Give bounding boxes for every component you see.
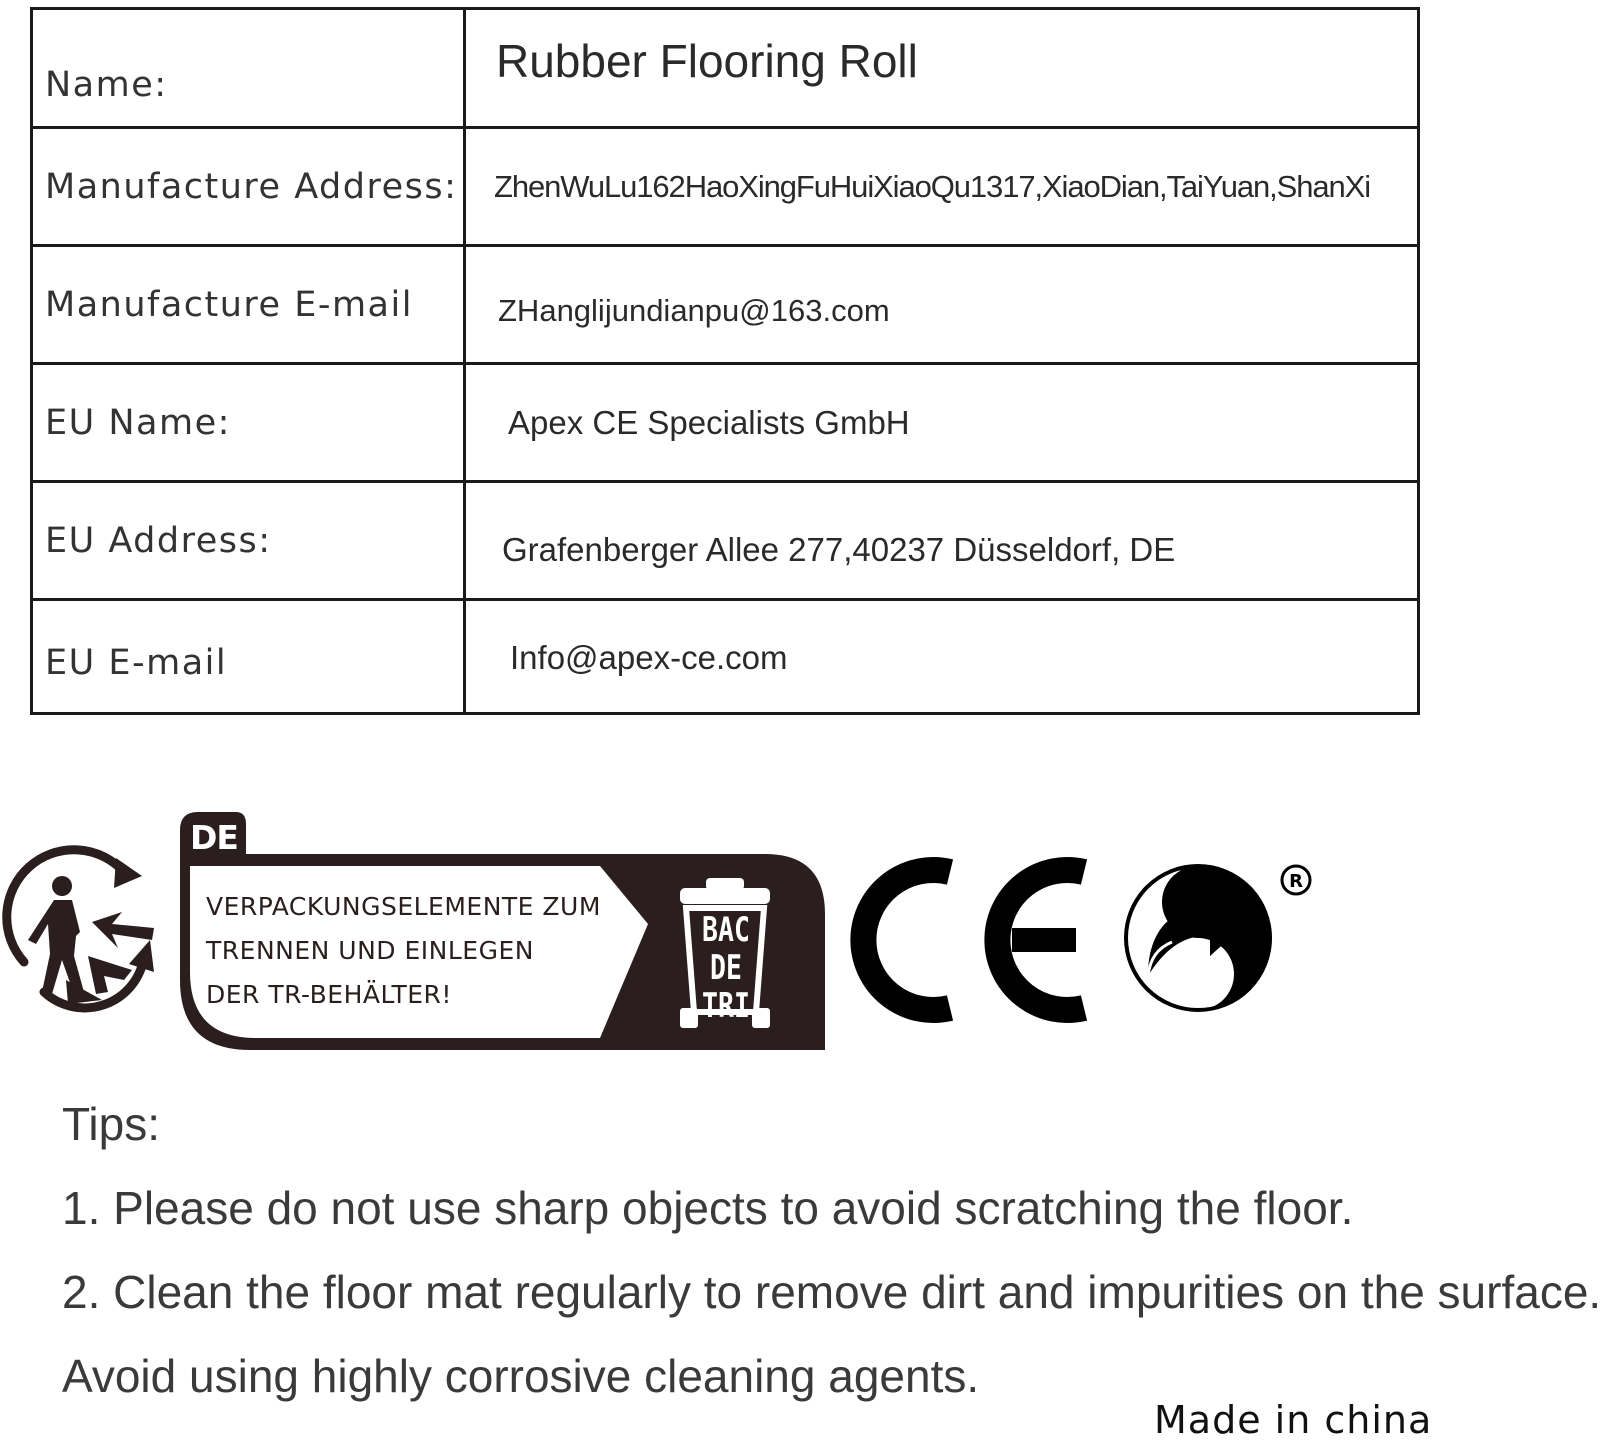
manufacture-address-label: Manufacture Address: bbox=[33, 129, 466, 244]
table-row bbox=[33, 601, 1417, 715]
manufacture-address-value: ZhenWuLu162HaoXingFuHuiXiaoQu1317,XiaoDian,TaiYuan,ShanXi bbox=[494, 168, 1370, 204]
table-row bbox=[33, 129, 1417, 247]
eu-name-value: Apex CE Specialists GmbH bbox=[508, 403, 910, 441]
manufacture-email-label: Manufacture E-mail bbox=[33, 247, 466, 362]
table-row bbox=[33, 10, 1417, 129]
tip-item: 1. Please do not use sharp objects to avoid scratching the floor. bbox=[62, 1182, 1354, 1234]
eu-email-label: EU E-mail bbox=[33, 601, 466, 715]
svg-text:R: R bbox=[1289, 871, 1303, 892]
table-row bbox=[33, 483, 1417, 601]
eu-email-value: Info@apex-ce.com bbox=[510, 639, 788, 676]
table-row bbox=[33, 365, 1417, 483]
bin-label: DE bbox=[710, 948, 742, 988]
triman-recycling-icon bbox=[4, 852, 162, 1007]
green-dot-recycling-icon bbox=[1118, 858, 1318, 1018]
tip-item: 2. Clean the floor mat regularly to remove dirt and impurities on the surface. bbox=[62, 1266, 1601, 1318]
name-label: Name: bbox=[33, 10, 466, 126]
info-tri-line: VERPACKUNGSELEMENTE ZUM bbox=[206, 892, 601, 921]
eu-address-value: Grafenberger Allee 277,40237 Düsseldorf, DE bbox=[502, 530, 1176, 568]
info-tri-line: TRENNEN UND EINLEGEN bbox=[206, 936, 534, 965]
bin-label: BAC bbox=[702, 910, 750, 950]
eu-name-label: EU Name: bbox=[33, 365, 466, 480]
ce-mark-icon bbox=[862, 858, 1092, 1022]
tips-title: Tips: bbox=[62, 1098, 160, 1150]
product-info-table bbox=[30, 7, 1420, 715]
country-tab-label: DE bbox=[190, 818, 238, 857]
tip-item: Avoid using highly corrosive cleaning agents. bbox=[62, 1350, 980, 1402]
manufacture-email-value: ZHanglijundianpu@163.com bbox=[498, 292, 890, 328]
bin-label: TRI bbox=[702, 986, 750, 1026]
made-in-label: Made in china bbox=[1154, 1398, 1433, 1442]
name-value: Rubber Flooring Roll bbox=[496, 35, 918, 87]
table-row bbox=[33, 247, 1417, 365]
eu-address-label: EU Address: bbox=[33, 483, 466, 598]
info-tri-line: DER TR-BEHÄLTER! bbox=[206, 980, 452, 1009]
